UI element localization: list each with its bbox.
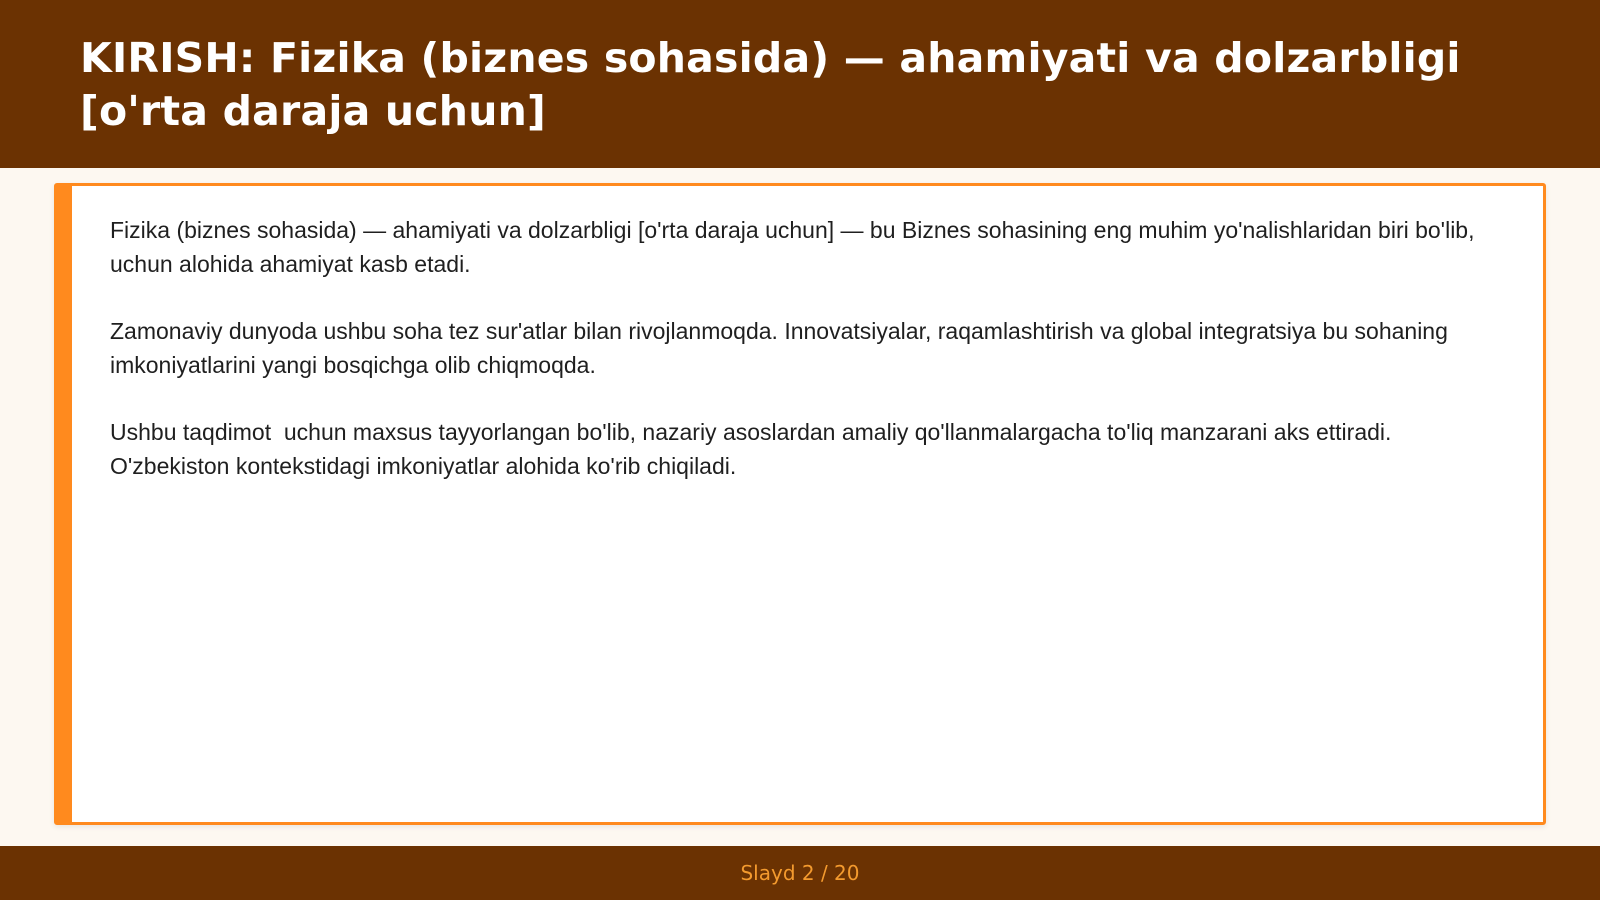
slide-counter: Slayd 2 / 20 — [740, 861, 860, 885]
slide-footer — [0, 846, 1600, 900]
content-body — [110, 213, 1503, 516]
slide-title: KIRISH: Fizika (biznes sohasida) — ahamiyati va dolzarbligi [o'rta daraja uchun] — [80, 34, 1461, 135]
content-card — [54, 183, 1546, 825]
slide-header — [0, 0, 1600, 168]
paragraph: Ushbu taqdimot uchun maxsus tayyorlangan bo'lib, nazariy asoslardan amaliy qo'llanmalargacha to'liq manzarani aks ettiradi. O'zbekiston kontekstidagi imkoniyatlar alohida ko'rib chiqiladi. — [110, 419, 1398, 479]
paragraph: Fizika (biznes sohasida) — ahamiyati va dolzarbligi [o'rta daraja uchun] — bu Biznes sohasining eng muhim yo'nalishlaridan biri bo'lib, uchun alohida ahamiyat kasb etadi. — [110, 217, 1488, 277]
paragraph: Zamonaviy dunyoda ushbu soha tez sur'atlar bilan rivojlanmoqda. Innovatsiyalar, raqamlashtirish va global integratsiya bu sohaning imkoniyatlarini yangi bosqichga olib chiqmoqda. — [110, 318, 1455, 378]
